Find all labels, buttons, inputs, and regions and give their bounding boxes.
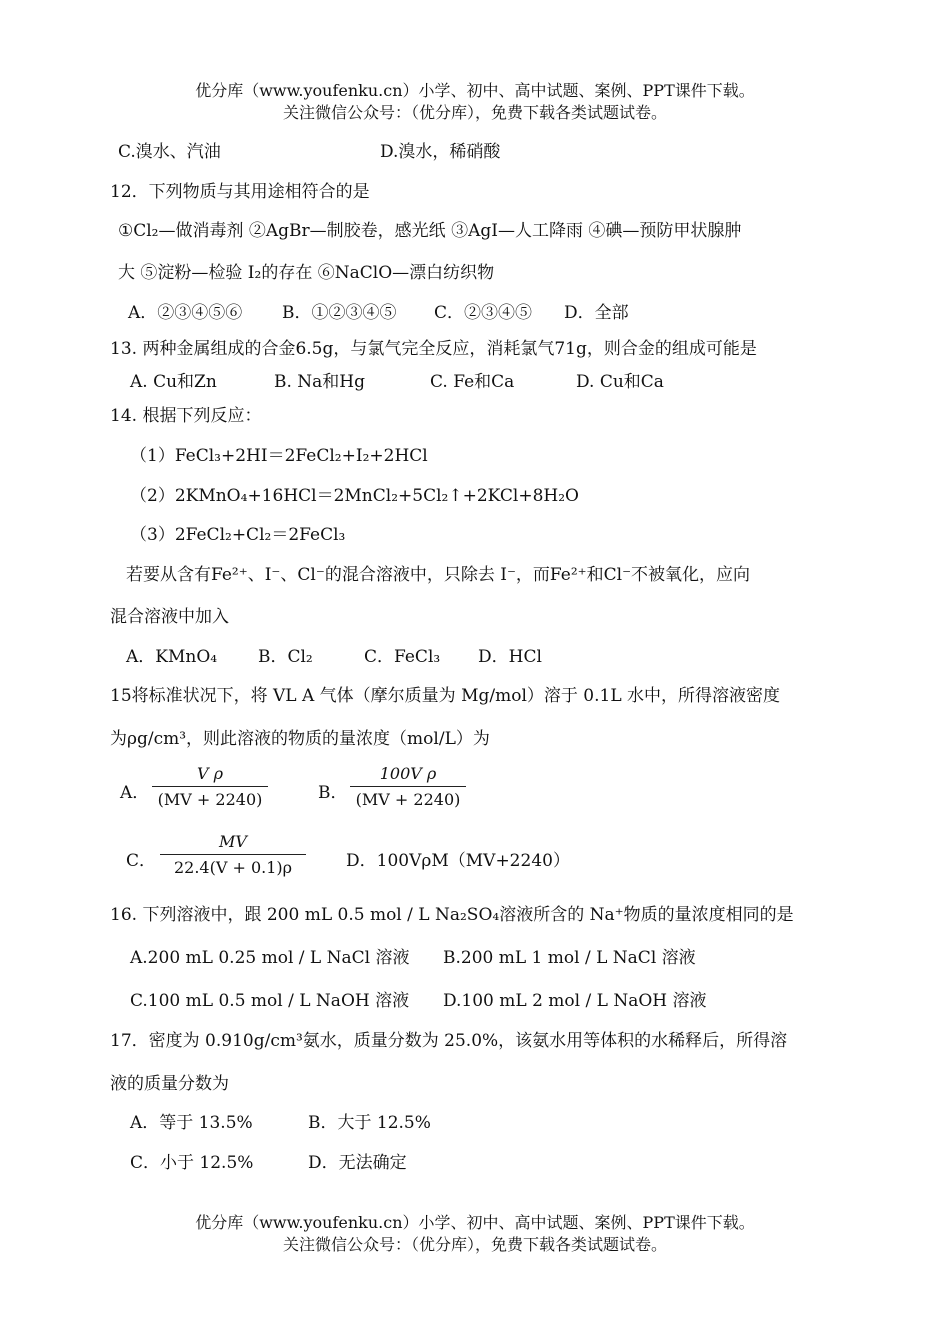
q15-option-c-fraction [160, 832, 306, 877]
q11-option-d: D.溴水，稀硝酸 [380, 142, 501, 162]
q14-reaction-3: （3）2FeCl₂+Cl₂＝2FeCl₃ [130, 525, 346, 545]
q17-stem-line-2: 液的质量分数为 [110, 1074, 229, 1094]
q15-option-a-label: A． [120, 783, 150, 803]
q15-option-b-label: B． [318, 783, 348, 803]
q15-option-c-label: C． [126, 851, 157, 871]
q15-option-b-fraction [350, 764, 466, 809]
q15-stem-line-2: 为ρg/cm³，则此溶液的物质的量浓度（mol/L）为 [110, 729, 490, 749]
q13-option-a: A. Cu和Zn [130, 372, 217, 392]
q17-option-b: B．大于 12.5% [308, 1113, 431, 1133]
q11-option-c: C.溴水、汽油 [118, 142, 221, 162]
q14-reaction-2: （2）2KMnO₄+16HCl＝2MnCl₂+5Cl₂↑+2KCl+8H₂O [130, 486, 579, 506]
q12-option-a: A．②③④⑤⑥ [128, 303, 243, 323]
q17-stem-line-1: 17．密度为 0.910g/cm³氨水，质量分数为 25.0%，该氨水用等体积的水稀释后，所得溶 [110, 1031, 788, 1051]
q15-option-c-numerator: MV [219, 832, 247, 851]
q14-option-a: A．KMnO₄ [126, 647, 218, 667]
q14-option-c: C．FeCl₃ [364, 647, 441, 667]
q12-stem: 12．下列物质与其用途相符合的是 [110, 182, 370, 202]
q16-stem: 16. 下列溶液中，跟 200 mL 0.5 mol / L Na₂SO₄溶液所含的 Na⁺物质的量浓度相同的是 [110, 905, 794, 925]
footer-line-2: 关注微信公众号：（优分库），免费下载各类试题试卷。 [282, 1235, 667, 1254]
q13-stem: 13. 两种金属组成的合金6.5g，与氯气完全反应，消耗氯气71g，则合金的组成可能是 [110, 339, 757, 359]
header-line-1: 优分库（www.youfenku.cn）小学、初中、高中试题、案例、PPT课件下载。 [195, 81, 755, 100]
header-line-2: 关注微信公众号：（优分库），免费下载各类试题试卷。 [282, 103, 667, 122]
q12-items-line-2: 大 ⑤淀粉—检验 I₂的存在 ⑥NaClO—漂白纺织物 [118, 263, 495, 283]
q12-items-line-1: ①Cl₂—做消毒剂 ②AgBr—制胶卷，感光纸 ③AgI—人工降雨 ④碘—预防甲状腺肿 [118, 221, 742, 241]
q14-option-b: B．Cl₂ [258, 647, 313, 667]
q16-option-c: C.100 mL 0.5 mol / L NaOH 溶液 [130, 991, 410, 1011]
q14-stem: 14. 根据下列反应： [110, 406, 262, 426]
q14-question-line-1: 若要从含有Fe²⁺、I⁻、Cl⁻的混合溶液中，只除去 I⁻，而Fe²⁺和Cl⁻不被氧化，应向 [126, 565, 751, 585]
q15-option-b-denominator: (MV + 2240) [355, 790, 461, 809]
q14-question-line-2: 混合溶液中加入 [110, 607, 229, 627]
q12-option-c: C．②③④⑤ [434, 303, 533, 323]
q14-option-d: D．HCl [478, 647, 542, 667]
q12-option-d: D．全部 [564, 303, 629, 323]
footer-line-1: 优分库（www.youfenku.cn）小学、初中、高中试题、案例、PPT课件下载。 [195, 1213, 755, 1232]
q15-option-c-denominator: 22.4(V + 0.1)ρ [173, 858, 293, 877]
q17-option-d: D．无法确定 [308, 1153, 407, 1173]
q13-option-d: D. Cu和Ca [576, 372, 664, 392]
q15-option-a-numerator: V ρ [196, 764, 224, 783]
q15-option-b-numerator: 100V ρ [379, 764, 437, 783]
q15-option-a-denominator: (MV + 2240) [157, 790, 263, 809]
q15-option-a-fraction [152, 764, 268, 809]
q14-reaction-1: （1）FeCl₃+2HI＝2FeCl₂+I₂+2HCl [130, 446, 428, 466]
q13-option-b: B. Na和Hg [274, 372, 366, 392]
q16-option-d: D.100 mL 2 mol / L NaOH 溶液 [443, 991, 707, 1011]
q16-option-a: A.200 mL 0.25 mol / L NaCl 溶液 [130, 948, 410, 968]
q17-option-a: A．等于 13.5% [130, 1113, 253, 1133]
q15-stem-line-1: 15将标准状况下，将 VL A 气体（摩尔质量为 Mg/mol）溶于 0.1L 水中，所得溶液密度 [110, 686, 781, 706]
q12-option-b: B．①②③④⑤ [282, 303, 397, 323]
q16-option-b: B.200 mL 1 mol / L NaCl 溶液 [443, 948, 696, 968]
q17-option-c: C．小于 12.5% [130, 1153, 254, 1173]
q13-option-c: C. Fe和Ca [430, 372, 515, 392]
q15-option-d: D．100VρM（MV+2240） [346, 851, 570, 871]
